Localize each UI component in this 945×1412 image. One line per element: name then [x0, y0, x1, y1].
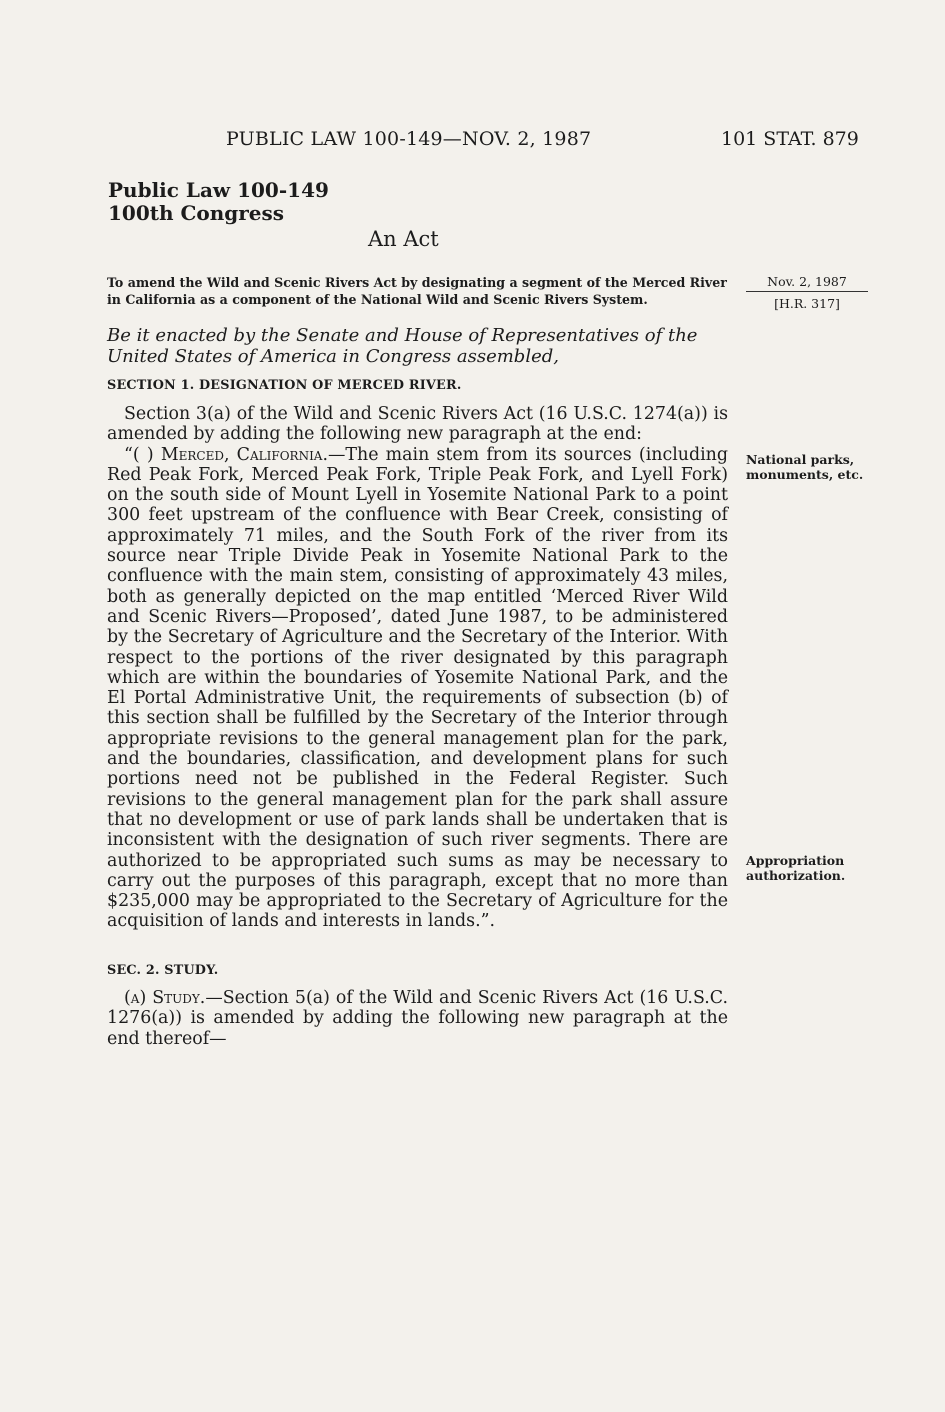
bill-number: [H.R. 317] [774, 296, 840, 311]
law-number: Public Law 100-149 [108, 178, 329, 202]
study-paragraph [107, 988, 728, 1049]
merced-paragraph-text: —The main stem from its sources (including Red Peak Fork, Merced Peak Fork, Triple Peak Fork, and Lyell Fork) on the south side of Mount Lyell in Yosemite National Park to a point 300 feet upstream of the confluence with Bear Creek, consisting of approximately 71 miles, and the South Fork of the river from its source near Triple Divide Peak in Yosemite National Park to the confluence with the main stem, consisting of approximately 43 miles, both as generally depicted on the map entitled ‘Merced River Wild and Scenic Rivers—Proposed’, dated June 1987, to be administered by the Secretary of Agriculture and the Secretary of the Interior. With respect to the portions of the river designated by this paragraph which are within the boundaries of Yosemite National Park, and the El Portal Administrative Unit, the requirements of subsection (b) of this section shall be fulfilled by the Secretary of the Interior through appropriate revisions to the general management plan for the park, and the boundaries, classification, and development plans for such portions need not be published in the Federal Register. Such revisions to the general management plan for the park shall assure that no development or use of park lands shall be undertaken that is inconsistent with the designation of such river segments. There are authorized to be appropriated such sums as may be necessary to carry out the purposes of this paragraph, except that no more than $235,000 may be appropriated to the Secretary of Agriculture for the acquisition of lands and interests in lands.”. [107, 444, 728, 932]
section-1-heading: SECTION 1. DESIGNATION OF MERCED RIVER. [107, 378, 462, 393]
merced-paragraph [107, 445, 728, 932]
running-head: PUBLIC LAW 100-149—NOV. 2, 1987 [226, 128, 592, 150]
congress-number: 100th Congress [108, 201, 285, 225]
section-2-heading: SEC. 2. STUDY. [107, 963, 219, 978]
stat-citation: 101 STAT. 879 [721, 128, 859, 150]
study-lead: (a) Study. [124, 988, 206, 1008]
section-1-intro: Section 3(a) of the Wild and Scenic Rivers Act (16 U.S.C. 1274(a)) is amended by adding the following new paragraph at the end: [107, 404, 728, 445]
merced-paragraph-lead: “( ) Merced, California. [124, 444, 328, 465]
section-2-body [107, 988, 728, 1049]
act-title: An Act [368, 227, 439, 251]
study-text: —Section 5(a) of the Wild and Scenic Rivers Act (16 U.S.C. 1276(a)) is amended by adding the following new paragraph at the end thereof— [107, 988, 728, 1049]
purpose-clause: To amend the Wild and Scenic Rivers Act by designating a segment of the Merced River in California as a component of the National Wild and Scenic Rivers System. [107, 275, 727, 307]
sidenote-appropriation: Appropriation authorization. [746, 853, 846, 883]
enacting-clause: Be it enacted by the Senate and House of Representatives of the United States of America in Congress assembled, [107, 325, 698, 367]
section-1-body [107, 404, 728, 932]
margin-date-block [746, 274, 868, 311]
sidenote-national-parks: National parks, monuments, etc. [746, 452, 864, 482]
approval-date: Nov. 2, 1987 [746, 274, 868, 292]
